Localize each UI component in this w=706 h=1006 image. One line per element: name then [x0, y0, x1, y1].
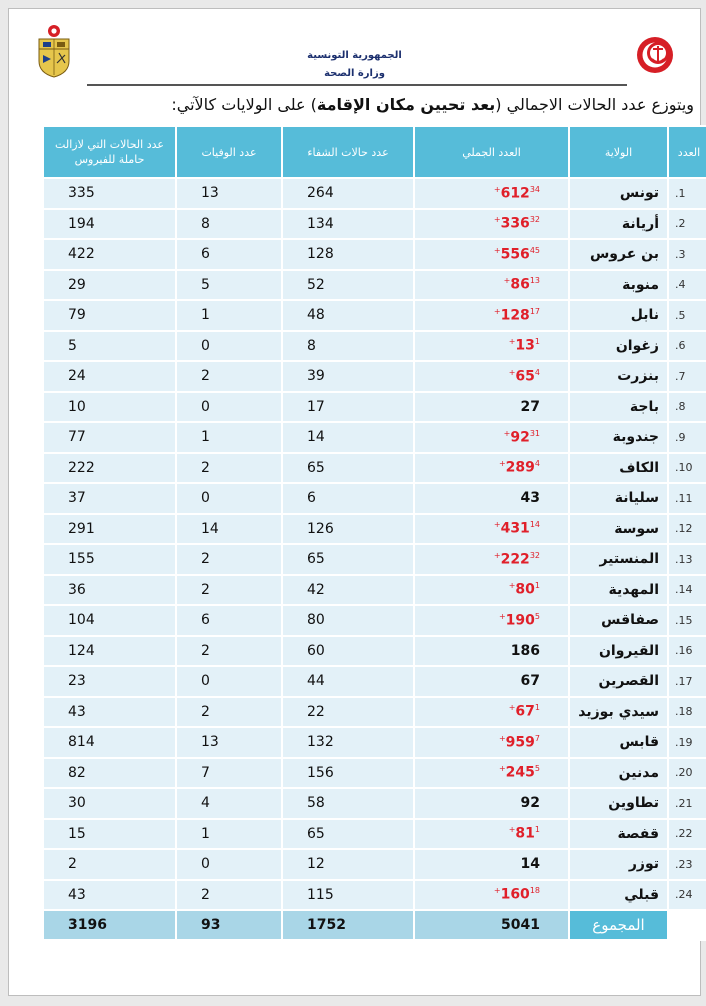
col-header-active: عدد الحالات التي لازالت حاملة للفيروس	[43, 126, 176, 178]
summary-total: 5041	[414, 910, 569, 940]
total-cases: 222	[500, 551, 530, 568]
col-header-recovered: عدد حالات الشفاء	[282, 126, 414, 178]
table-row	[43, 300, 706, 331]
active-cases-count: 43	[43, 697, 176, 728]
deaths-count: 6	[176, 605, 282, 636]
governorate-name: توزر	[569, 849, 668, 880]
deaths-count: 2	[176, 697, 282, 728]
active-cases-count: 124	[43, 636, 176, 667]
table-row	[43, 209, 706, 240]
row-index: 14.	[668, 575, 706, 606]
recovered-count: 60	[282, 636, 414, 667]
table-row	[43, 392, 706, 423]
active-cases-count: 37	[43, 483, 176, 514]
col-header-index: العدد	[668, 126, 706, 178]
total-cases: 80	[515, 582, 535, 599]
row-index: 1.	[668, 178, 706, 209]
total-cases: 92	[520, 795, 540, 812]
deaths-count: 2	[176, 880, 282, 911]
row-index: 13.	[668, 544, 706, 575]
deaths-count: 2	[176, 361, 282, 392]
total-cases-cell	[414, 636, 569, 667]
total-cases: 556	[500, 246, 530, 263]
active-cases-count: 23	[43, 666, 176, 697]
table-row	[43, 666, 706, 697]
deaths-count: 0	[176, 483, 282, 514]
recovered-count: 6	[282, 483, 414, 514]
deaths-count: 13	[176, 178, 282, 209]
governorate-name: صفاقس	[569, 605, 668, 636]
active-cases-count: 155	[43, 544, 176, 575]
total-cases-cell	[414, 605, 569, 636]
new-cases-increment: 17+	[493, 306, 540, 316]
governorate-name: باجة	[569, 392, 668, 423]
row-index: 4.	[668, 270, 706, 301]
recovered-count: 156	[282, 758, 414, 789]
total-cases-cell	[414, 666, 569, 697]
total-cases-cell	[414, 727, 569, 758]
governorate-name: سليانة	[569, 483, 668, 514]
table-row	[43, 483, 706, 514]
table-row	[43, 575, 706, 606]
total-cases: 160	[500, 887, 530, 904]
new-cases-increment: 4+	[498, 459, 540, 469]
table-row	[43, 727, 706, 758]
deaths-count: 2	[176, 453, 282, 484]
recovered-count: 65	[282, 819, 414, 850]
summary-deaths: 93	[176, 910, 282, 940]
deaths-count: 2	[176, 544, 282, 575]
summary-blank-cell	[668, 910, 706, 940]
row-index: 7.	[668, 361, 706, 392]
governorate-name: المنستير	[569, 544, 668, 575]
governorate-name: منوبة	[569, 270, 668, 301]
intro-sentence	[171, 95, 694, 114]
governorate-name: الكاف	[569, 453, 668, 484]
new-cases-increment: 32+	[493, 550, 540, 560]
recovered-count: 128	[282, 239, 414, 270]
recovered-count: 132	[282, 727, 414, 758]
new-cases-increment: 18+	[493, 886, 540, 896]
active-cases-count: 43	[43, 880, 176, 911]
active-cases-count: 10	[43, 392, 176, 423]
total-cases: 92	[510, 429, 530, 446]
total-cases: 43	[520, 490, 540, 507]
new-cases-increment: 45+	[493, 245, 540, 255]
governorate-name: بنزرت	[569, 361, 668, 392]
active-cases-count: 194	[43, 209, 176, 240]
total-cases: 67	[520, 673, 540, 690]
deaths-count: 6	[176, 239, 282, 270]
document-page	[8, 8, 701, 996]
recovered-count: 126	[282, 514, 414, 545]
col-header-total: العدد الجملي	[414, 126, 569, 178]
row-index: 12.	[668, 514, 706, 545]
total-cases: 336	[500, 216, 530, 233]
row-index: 22.	[668, 819, 706, 850]
recovered-count: 134	[282, 209, 414, 240]
ministry-name: وزارة الصحة	[324, 68, 385, 79]
governorate-name: تونس	[569, 178, 668, 209]
recovered-count: 8	[282, 331, 414, 362]
recovered-count: 48	[282, 300, 414, 331]
recovered-count: 80	[282, 605, 414, 636]
new-cases-increment: 4+	[508, 367, 540, 377]
table-row	[43, 422, 706, 453]
deaths-count: 2	[176, 575, 282, 606]
total-cases-cell	[414, 239, 569, 270]
new-cases-increment: 31+	[503, 428, 540, 438]
total-cases-cell	[414, 300, 569, 331]
governorate-name: قبلي	[569, 880, 668, 911]
governorate-name: قفصة	[569, 819, 668, 850]
new-cases-increment: 7+	[498, 733, 540, 743]
deaths-count: 4	[176, 788, 282, 819]
active-cases-count: 24	[43, 361, 176, 392]
row-index: 3.	[668, 239, 706, 270]
total-cases: 81	[515, 826, 535, 843]
deaths-count: 1	[176, 300, 282, 331]
total-cases: 186	[510, 642, 540, 659]
table-row	[43, 605, 706, 636]
total-cases-cell	[414, 361, 569, 392]
governorate-name: نابل	[569, 300, 668, 331]
recovered-count: 14	[282, 422, 414, 453]
summary-active: 3196	[43, 910, 176, 940]
active-cases-count: 77	[43, 422, 176, 453]
governorate-name: زغوان	[569, 331, 668, 362]
deaths-count: 1	[176, 422, 282, 453]
active-cases-count: 104	[43, 605, 176, 636]
deaths-count: 13	[176, 727, 282, 758]
governorate-name: أريانة	[569, 209, 668, 240]
row-index: 20.	[668, 758, 706, 789]
active-cases-count: 36	[43, 575, 176, 606]
total-cases: 245	[505, 765, 535, 782]
active-cases-count: 29	[43, 270, 176, 301]
total-cases: 612	[500, 185, 530, 202]
active-cases-count: 15	[43, 819, 176, 850]
recovered-count: 12	[282, 849, 414, 880]
recovered-count: 65	[282, 453, 414, 484]
recovered-count: 42	[282, 575, 414, 606]
ministry-header	[9, 47, 700, 83]
row-index: 9.	[668, 422, 706, 453]
total-cases: 27	[520, 398, 540, 415]
governorate-name: سوسة	[569, 514, 668, 545]
governorate-name: سيدي بوزيد	[569, 697, 668, 728]
new-cases-increment: 14+	[493, 520, 540, 530]
recovered-count: 39	[282, 361, 414, 392]
table-row	[43, 331, 706, 362]
total-cases-cell	[414, 575, 569, 606]
row-index: 23.	[668, 849, 706, 880]
intro-after: ) على الولايات كالآتي:	[171, 95, 317, 114]
active-cases-count: 30	[43, 788, 176, 819]
deaths-count: 0	[176, 331, 282, 362]
total-cases: 67	[515, 704, 535, 721]
total-cases: 14	[520, 856, 540, 873]
row-index: 5.	[668, 300, 706, 331]
table-header-row	[43, 126, 706, 178]
deaths-count: 0	[176, 849, 282, 880]
new-cases-increment: 5+	[498, 764, 540, 774]
table-row	[43, 270, 706, 301]
table-row	[43, 880, 706, 911]
recovered-count: 264	[282, 178, 414, 209]
total-cases: 289	[505, 460, 535, 477]
total-cases-cell	[414, 209, 569, 240]
governorate-name: القصرين	[569, 666, 668, 697]
active-cases-count: 2	[43, 849, 176, 880]
col-header-governorate: الولاية	[569, 126, 668, 178]
active-cases-count: 335	[43, 178, 176, 209]
active-cases-count: 422	[43, 239, 176, 270]
row-index: 15.	[668, 605, 706, 636]
governorate-name: المهدية	[569, 575, 668, 606]
table-row	[43, 361, 706, 392]
total-cases-cell	[414, 270, 569, 301]
table-row	[43, 636, 706, 667]
intro-before: ويتوزع عدد الحالات الاجمالي (	[495, 95, 694, 114]
intro-bold: بعد تحيين مكان الإقامة	[316, 95, 496, 114]
total-cases-cell	[414, 453, 569, 484]
summary-row	[43, 910, 706, 940]
active-cases-count: 5	[43, 331, 176, 362]
row-index: 2.	[668, 209, 706, 240]
deaths-count: 0	[176, 392, 282, 423]
table-row	[43, 788, 706, 819]
total-cases-cell	[414, 788, 569, 819]
header-divider	[87, 84, 627, 86]
summary-recovered: 1752	[282, 910, 414, 940]
active-cases-count: 814	[43, 727, 176, 758]
recovered-count: 115	[282, 880, 414, 911]
table-row	[43, 453, 706, 484]
total-cases-cell	[414, 849, 569, 880]
total-cases-cell	[414, 697, 569, 728]
row-index: 21.	[668, 788, 706, 819]
new-cases-increment: 5+	[498, 611, 540, 621]
table-row	[43, 697, 706, 728]
new-cases-increment: 32+	[493, 215, 540, 225]
active-cases-count: 291	[43, 514, 176, 545]
governorate-name: مدنين	[569, 758, 668, 789]
row-index: 6.	[668, 331, 706, 362]
total-cases-cell	[414, 819, 569, 850]
total-cases-cell	[414, 758, 569, 789]
recovered-count: 22	[282, 697, 414, 728]
total-cases: 959	[505, 734, 535, 751]
governorate-name: القيروان	[569, 636, 668, 667]
total-cases: 431	[500, 521, 530, 538]
summary-label: المجموع	[569, 910, 668, 940]
deaths-count: 14	[176, 514, 282, 545]
active-cases-count: 82	[43, 758, 176, 789]
row-index: 18.	[668, 697, 706, 728]
table-row	[43, 239, 706, 270]
active-cases-count: 79	[43, 300, 176, 331]
governorate-name: جندوبة	[569, 422, 668, 453]
total-cases: 190	[505, 612, 535, 629]
total-cases-cell	[414, 178, 569, 209]
new-cases-increment: 13+	[503, 276, 540, 286]
total-cases-cell	[414, 483, 569, 514]
total-cases: 86	[510, 277, 530, 294]
crescent-anchor-logo-icon	[635, 35, 675, 75]
deaths-count: 1	[176, 819, 282, 850]
recovered-count: 44	[282, 666, 414, 697]
active-cases-count: 222	[43, 453, 176, 484]
table-row	[43, 514, 706, 545]
row-index: 10.	[668, 453, 706, 484]
new-cases-increment: 1+	[508, 337, 540, 347]
recovered-count: 52	[282, 270, 414, 301]
deaths-count: 7	[176, 758, 282, 789]
table-row	[43, 178, 706, 209]
row-index: 8.	[668, 392, 706, 423]
table-row	[43, 849, 706, 880]
row-index: 19.	[668, 727, 706, 758]
row-index: 17.	[668, 666, 706, 697]
col-header-deaths: عدد الوفيات	[176, 126, 282, 178]
governorate-name: تطاوين	[569, 788, 668, 819]
deaths-count: 2	[176, 636, 282, 667]
republic-name: الجمهورية التونسية	[307, 50, 402, 61]
total-cases: 128	[500, 307, 530, 324]
recovered-count: 17	[282, 392, 414, 423]
deaths-count: 5	[176, 270, 282, 301]
new-cases-increment: 1+	[508, 703, 540, 713]
table-row	[43, 819, 706, 850]
table-row	[43, 544, 706, 575]
recovered-count: 65	[282, 544, 414, 575]
governorate-name: بن عروس	[569, 239, 668, 270]
total-cases-cell	[414, 422, 569, 453]
new-cases-increment: 1+	[508, 825, 540, 835]
table-row	[43, 758, 706, 789]
deaths-count: 8	[176, 209, 282, 240]
total-cases-cell	[414, 392, 569, 423]
total-cases-cell	[414, 514, 569, 545]
new-cases-increment: 34+	[493, 184, 540, 194]
new-cases-increment: 1+	[508, 581, 540, 591]
governorate-name: قابس	[569, 727, 668, 758]
total-cases-cell	[414, 331, 569, 362]
row-index: 11.	[668, 483, 706, 514]
total-cases-cell	[414, 544, 569, 575]
cases-by-governorate-table	[42, 125, 706, 941]
deaths-count: 0	[176, 666, 282, 697]
row-index: 16.	[668, 636, 706, 667]
total-cases: 13	[515, 338, 535, 355]
recovered-count: 58	[282, 788, 414, 819]
total-cases-cell	[414, 880, 569, 911]
total-cases: 65	[515, 368, 535, 385]
row-index: 24.	[668, 880, 706, 911]
